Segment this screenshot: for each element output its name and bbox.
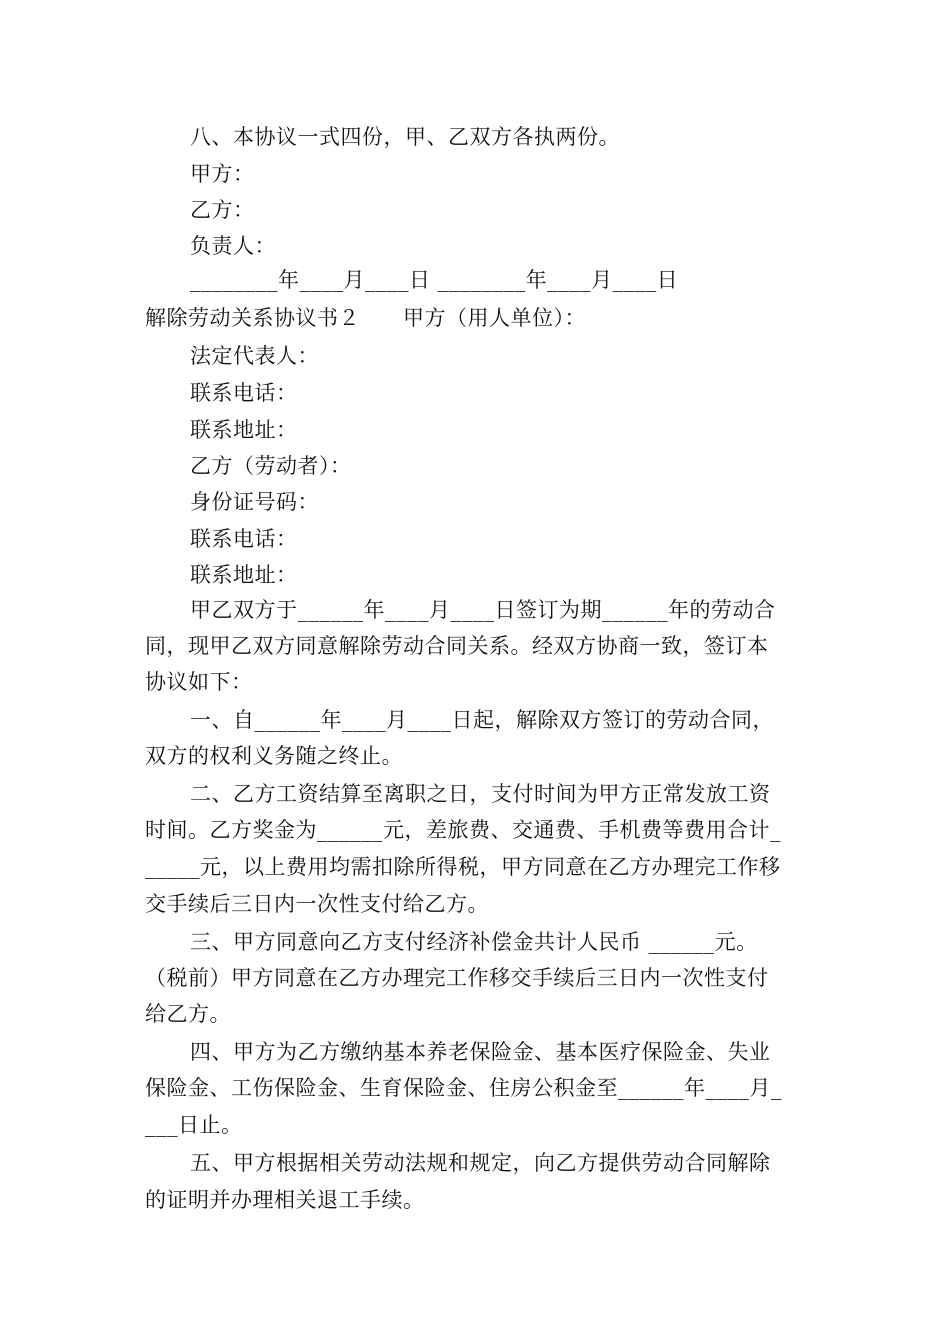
clause-four-line-2: 保险金、工伤保险金、生育保险金、住房公积金至______年____月_: [145, 1076, 782, 1100]
phone-label-b: 联系电话：: [190, 527, 298, 551]
clause-two-line-4: 交手续后三日内一次性支付给乙方。: [145, 892, 489, 916]
date-line: ________年____月____日 ________年____月____日: [190, 268, 679, 292]
id-number-label: 身份证号码：: [190, 490, 319, 514]
party-a-label: 甲方：: [190, 162, 255, 186]
legal-rep-label: 法定代表人：: [190, 344, 319, 368]
preamble-line-2: 同，现甲乙双方同意解除劳动合同关系。经双方协商一致，签订本: [145, 634, 769, 658]
clause-one-line-1: 一、自______年____月____日起，解除双方签订的劳动合同，: [190, 708, 774, 732]
clause-two-line-1: 二、乙方工资结算至离职之日，支付时间为甲方正常发放工资: [190, 782, 771, 806]
party-b-worker: 乙方（劳动者）：: [190, 454, 352, 478]
section-title: 解除劳动关系协议书２ 甲方（用人单位）：: [145, 306, 586, 330]
preamble-line-1: 甲乙双方于______年____月____日签订为期______年的劳动合: [190, 598, 776, 622]
preamble-line-3: 协议如下：: [145, 670, 253, 694]
clause-three-line-2: （税前）甲方同意在乙方办理完工作移交手续后三日内一次性支付: [145, 966, 769, 990]
clause-four-line-3: ___日止。: [145, 1113, 243, 1137]
clause-five-line-2: 的证明并办理相关退工手续。: [145, 1188, 425, 1212]
clause-five-line-1: 五、甲方根据相关劳动法规和规定，向乙方提供劳动合同解除: [190, 1151, 771, 1175]
clause-two-line-2: 时间。乙方奖金为______元，差旅费、交通费、手机费等费用合计_: [145, 818, 781, 842]
address-label-a: 联系地址：: [190, 418, 298, 442]
party-b-label: 乙方：: [190, 198, 255, 222]
clause-three-line-1: 三、甲方同意向乙方支付经济补偿金共计人民币 ______元。: [190, 930, 758, 954]
responsible-label: 负责人：: [190, 234, 276, 258]
phone-label-a: 联系电话：: [190, 381, 298, 405]
clause-four-line-1: 四、甲方为乙方缴纳基本养老保险金、基本医疗保险金、失业: [190, 1040, 771, 1064]
clause-eight: 八、本协议一式四份，甲、乙双方各执两份。: [190, 125, 620, 149]
clause-two-line-3: _____元，以上费用均需扣除所得税，甲方同意在乙方办理完工作移: [145, 855, 781, 879]
clause-one-line-2: 双方的权利义务随之终止。: [145, 744, 403, 768]
address-label-b: 联系地址：: [190, 563, 298, 587]
clause-three-line-3: 给乙方。: [145, 1002, 231, 1026]
